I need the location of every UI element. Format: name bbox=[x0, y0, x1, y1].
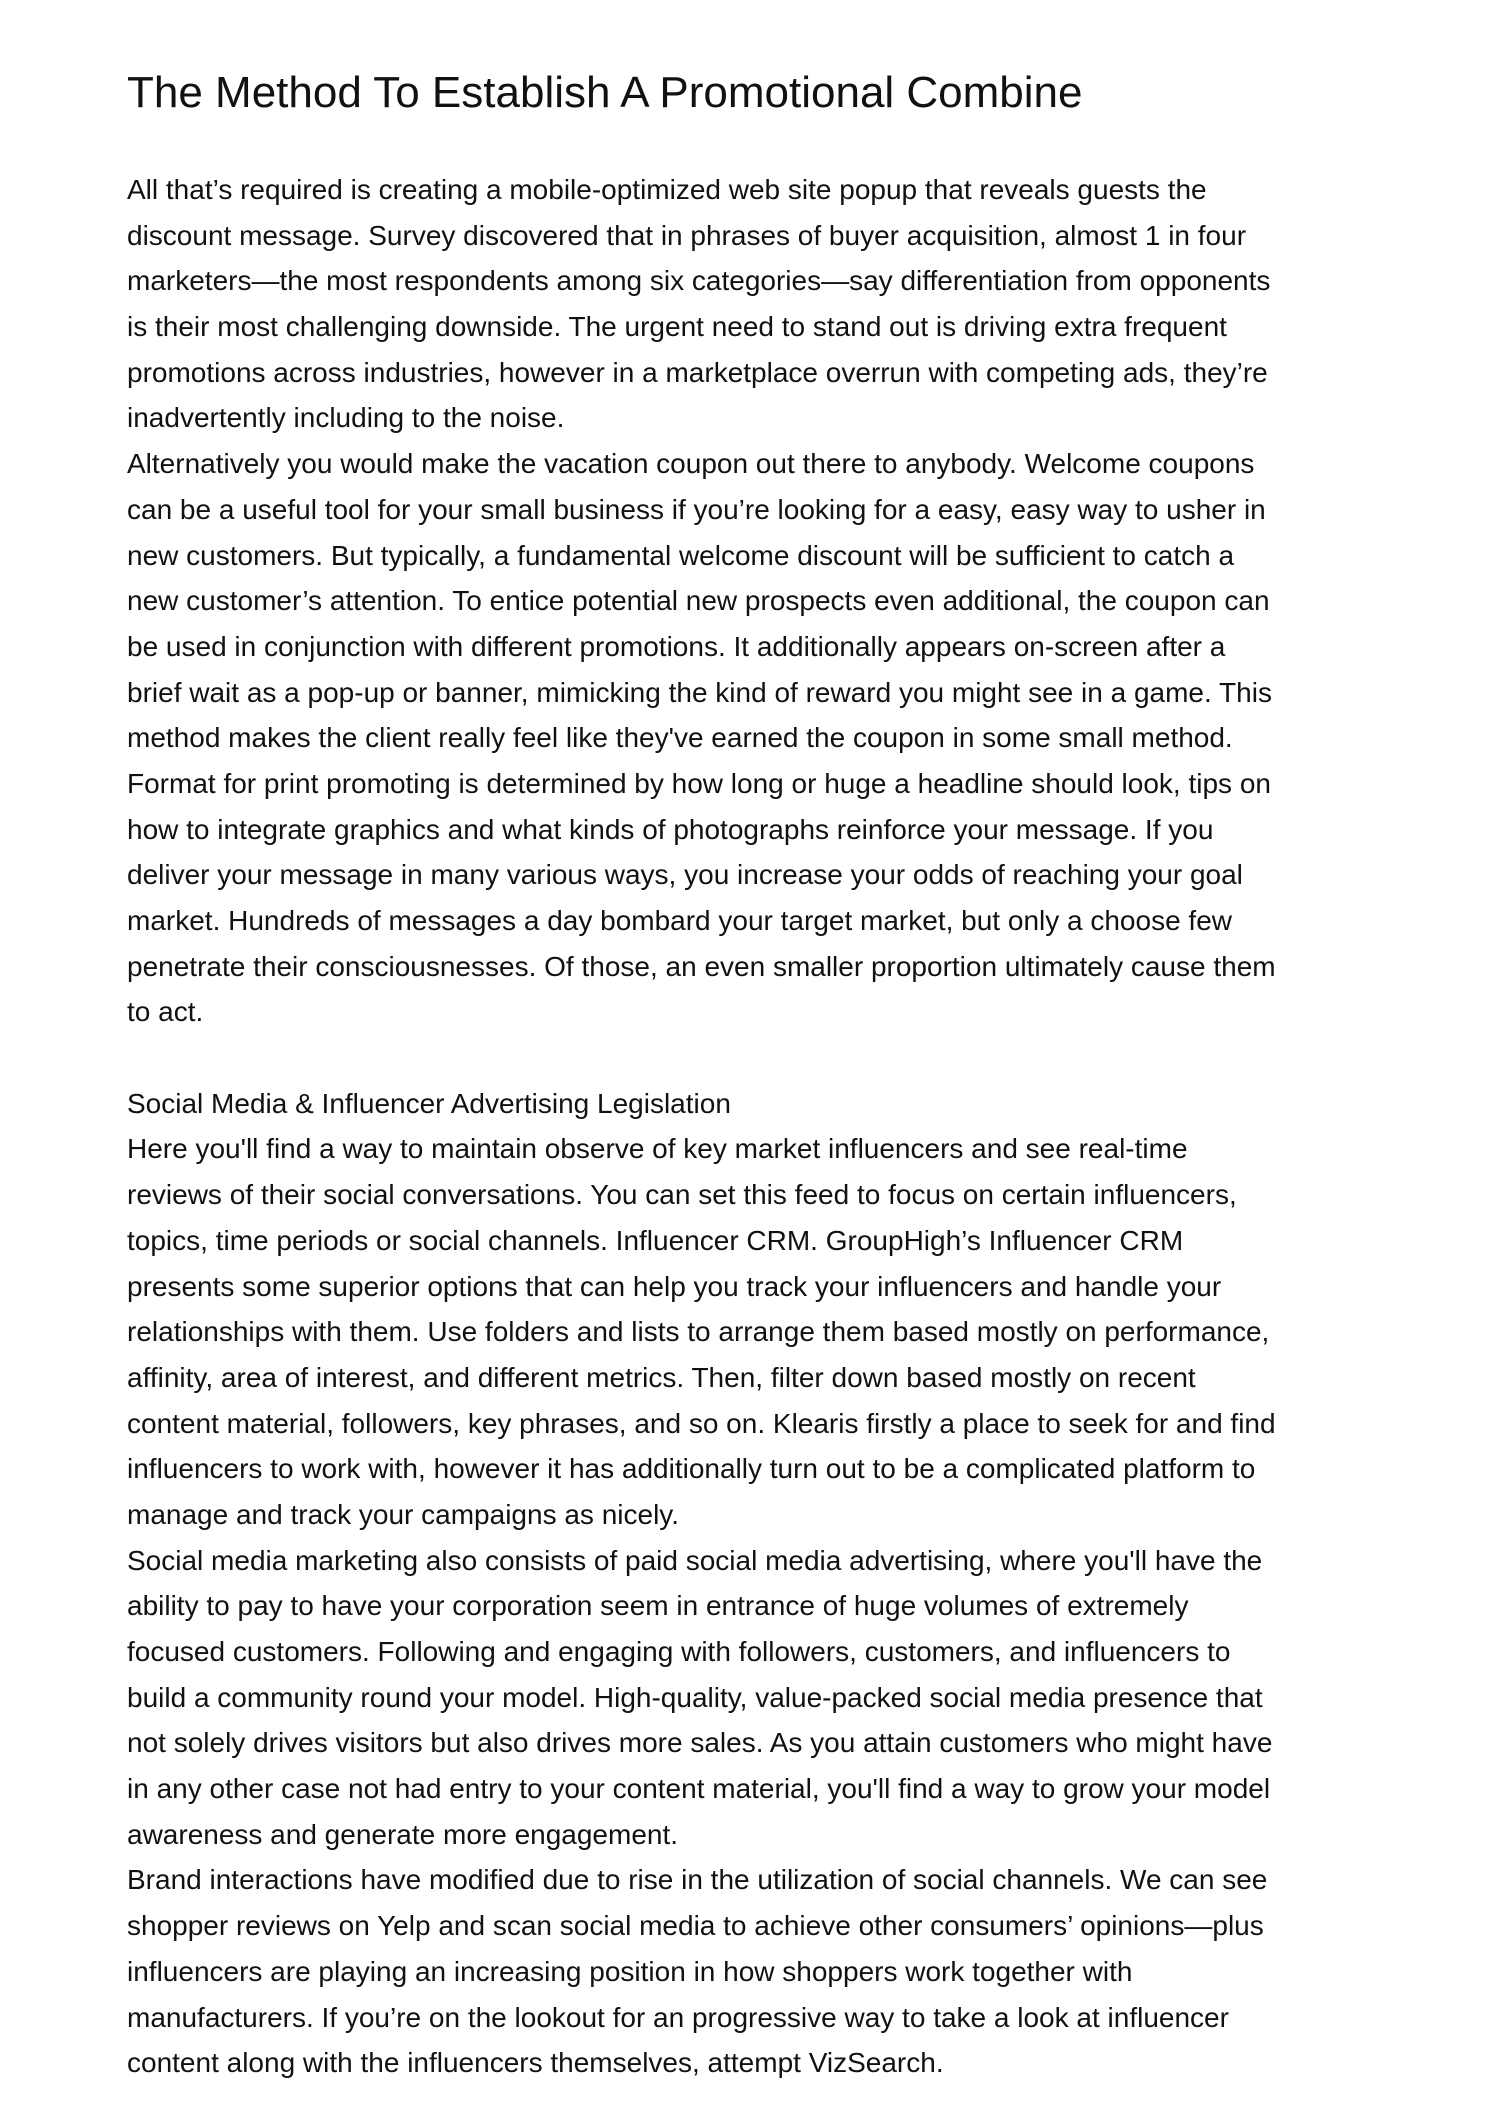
text-line: discount message. Survey discovered that in phrases of buyer acquisition, almost 1 in four bbox=[127, 219, 1247, 251]
text-line: in any other case not had entry to your content material, you'll find a way to grow your model bbox=[127, 1773, 1271, 1805]
spacer bbox=[127, 1035, 1276, 1081]
text-line: presents some superior options that can help you track your influencers and handle your bbox=[127, 1270, 1222, 1302]
text-line: focused customers. Following and engaging with followers, customers, and influencers to bbox=[127, 1636, 1231, 1667]
text-line: topics, time periods or social channels. Influencer CRM. GroupHigh’s Influencer CRM bbox=[127, 1224, 1184, 1256]
text-line: relationships with them. Use folders and lists to arrange them based mostly on performance, bbox=[127, 1316, 1270, 1348]
text-line: promotions across industries, however in a marketplace overrun with competing ads, they’re bbox=[127, 356, 1268, 388]
text-line: marketers—the most respondents among six categories—say differentiation from opponents bbox=[127, 265, 1271, 297]
text-line: new customers. But typically, a fundamental welcome discount will be sufficient to catch a bbox=[127, 539, 1235, 571]
text-line: how to integrate graphics and what kinds of photographs reinforce your message. If you bbox=[127, 813, 1214, 845]
text-line: to act. bbox=[127, 996, 204, 1028]
text-line: new customer’s attention. To entice potential new prospects even additional, the coupon can bbox=[127, 585, 1270, 617]
text-line: content along with the influencers themselves, attempt VizSearch. bbox=[127, 2047, 944, 2079]
text-line: influencers to work with, however it has additionally turn out to be a complicated platform to bbox=[127, 1453, 1256, 1485]
paragraph bbox=[127, 1857, 1276, 2085]
paragraph bbox=[127, 761, 1276, 1035]
text-line: Format for print promoting is determined by how long or huge a headline should look, tips on bbox=[127, 767, 1271, 799]
text-line: be used in conjunction with different promotions. It additionally appears on-screen after a bbox=[127, 630, 1226, 662]
text-line: penetrate their consciousnesses. Of those, an even smaller proportion ultimately cause them bbox=[127, 950, 1276, 982]
text-line: method makes the client really feel like they've earned the coupon in some small method. bbox=[127, 722, 1233, 754]
paragraph bbox=[127, 1126, 1276, 1537]
text-line: Alternatively you would make the vacation coupon out there to anybody. Welcome coupons bbox=[127, 448, 1255, 480]
text-line: build a community round your model. High-quality, value-packed social media presence that bbox=[127, 1681, 1263, 1713]
text-line: Brand interactions have modified due to rise in the utilization of social channels. We can see bbox=[127, 1864, 1268, 1896]
text-line: is their most challenging downside. The urgent need to stand out is driving extra frequent bbox=[127, 311, 1227, 343]
text-line: awareness and generate more engagement. bbox=[127, 1818, 679, 1850]
page-title: The Method To Establish A Promotional Combine bbox=[127, 68, 1083, 117]
text-line: Here you'll find a way to maintain observe of key market influencers and see real-time bbox=[127, 1133, 1188, 1165]
text-line: shopper reviews on Yelp and scan social media to achieve other consumers’ opinions—plus bbox=[127, 1910, 1264, 1942]
text-line: brief wait as a pop-up or banner, mimicking the kind of reward you might see in a game. This bbox=[127, 676, 1272, 708]
text-line: manufacturers. If you’re on the lookout for an progressive way to take a look at influencer bbox=[127, 2001, 1229, 2033]
text-line: market. Hundreds of messages a day bombard your target market, but only a choose few bbox=[127, 905, 1233, 936]
paragraph bbox=[127, 1538, 1276, 1858]
text-line: Social media marketing also consists of paid social media advertising, where you'll have the bbox=[127, 1544, 1263, 1576]
text-line: deliver your message in many various ways, you increase your odds of reaching your goal bbox=[127, 859, 1243, 891]
text-line: inadvertently including to the noise. bbox=[127, 402, 565, 434]
text-line: All that’s required is creating a mobile-optimized web site popup that reveals guests the bbox=[127, 174, 1207, 205]
text-line: reviews of their social conversations. You can set this feed to focus on certain influencers, bbox=[127, 1179, 1237, 1211]
text-line: content material, followers, key phrases, and so on. Klearis firstly a place to seek for and find bbox=[127, 1407, 1276, 1439]
text-line: can be a useful tool for your small business if you’re looking for a easy, easy way to usher in bbox=[127, 493, 1266, 525]
article-body bbox=[127, 167, 1276, 2086]
text-line: influencers are playing an increasing position in how shoppers work together with bbox=[127, 1955, 1133, 1987]
text-line: manage and track your campaigns as nicely. bbox=[127, 1498, 679, 1530]
paragraph bbox=[127, 167, 1276, 441]
paragraph bbox=[127, 441, 1276, 761]
text-line: ability to pay to have your corporation seem in entrance of huge volumes of extremely bbox=[127, 1590, 1189, 1622]
text-line: not solely drives visitors but also drives more sales. As you attain customers who might have bbox=[127, 1727, 1273, 1759]
text-line: affinity, area of interest, and different metrics. Then, filter down based mostly on recent bbox=[127, 1361, 1196, 1393]
section-heading: Social Media & Influencer Advertising Legislation bbox=[127, 1087, 731, 1119]
